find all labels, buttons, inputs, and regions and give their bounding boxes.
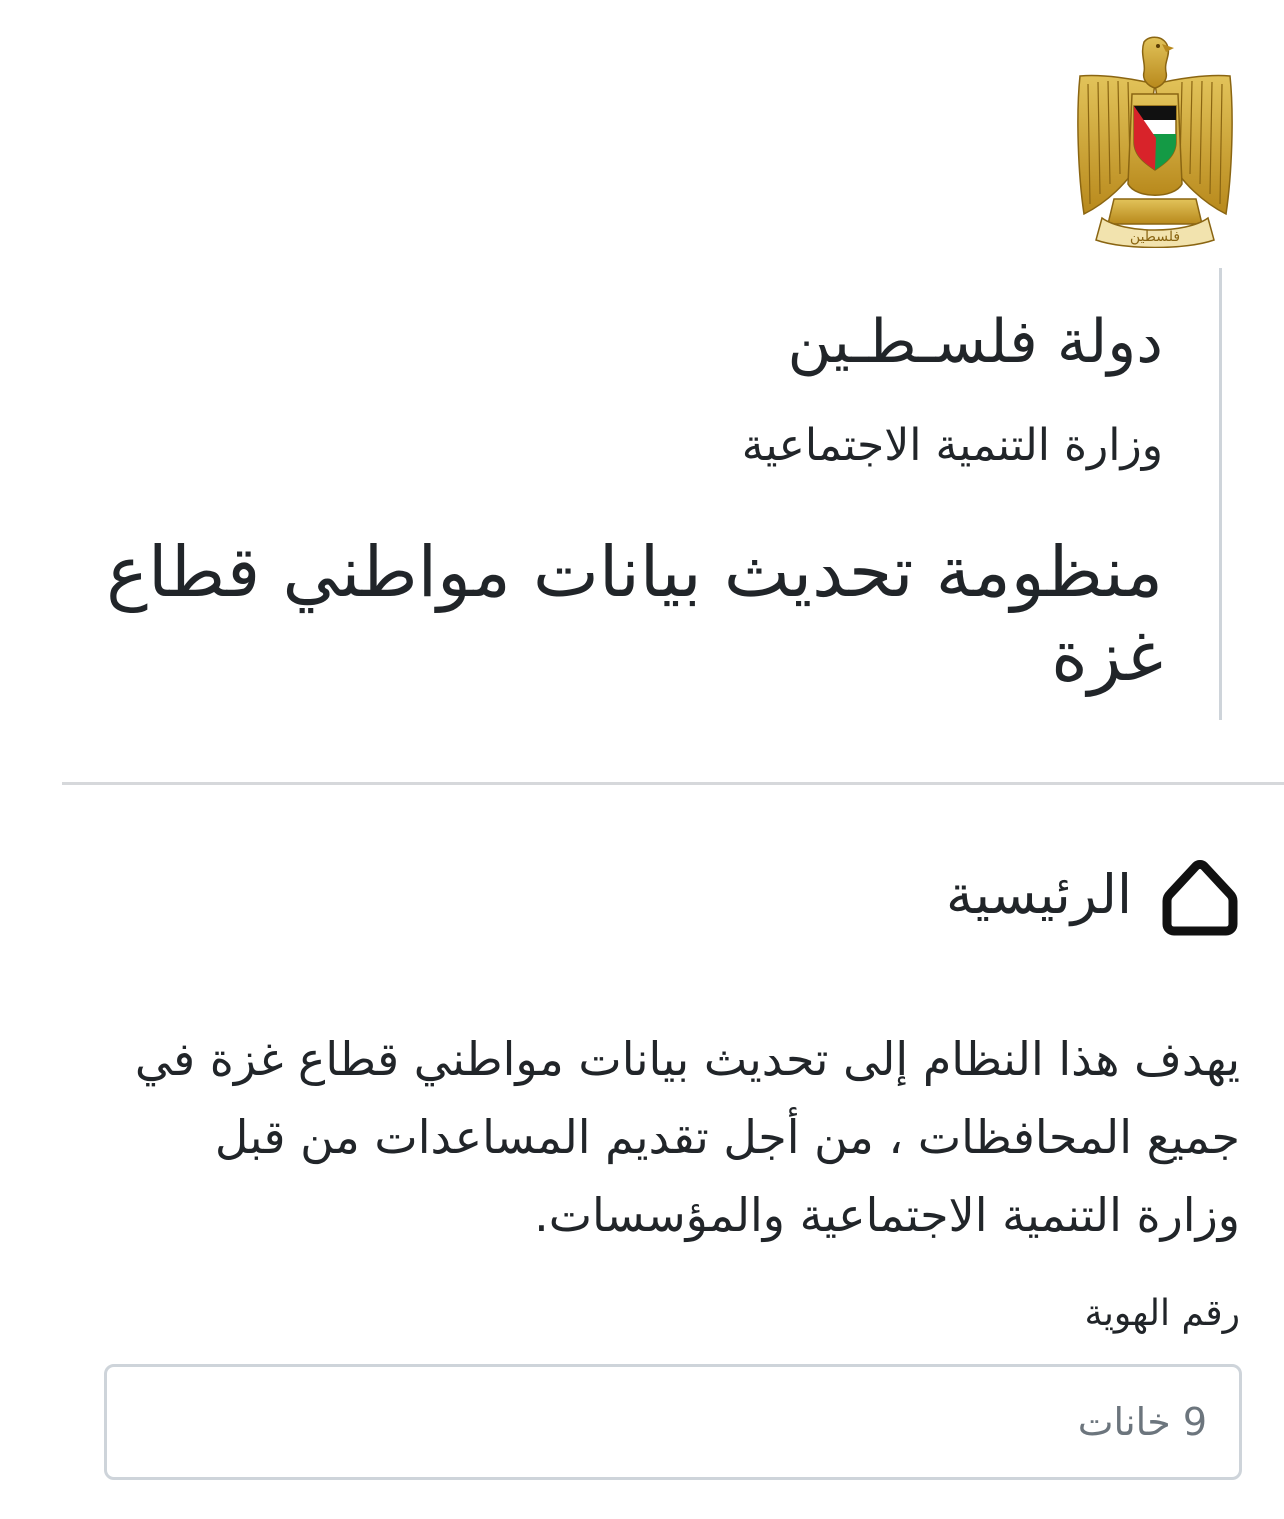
id-number-label: رقم الهوية [1084,1293,1240,1334]
emblem-scroll-text: فلسطين [1129,229,1181,245]
state-name: دولة فلسـطـين [787,307,1163,377]
home-icon [1160,854,1240,936]
home-link[interactable] [946,850,1240,940]
system-description: يهدف هذا النظام إلى تحديث بيانات مواطني قطاع غزة في جميع المحافظات ، من أجل تقديم المساعدات من قبل وزارة التنمية الاجتماعية والمؤسسات. [134,1032,1240,1242]
title-block [59,268,1222,720]
header-divider [62,782,1284,785]
home-label: الرئيسية [946,863,1132,926]
id-number-input[interactable] [104,1364,1242,1480]
system-title: منظومة تحديث بيانات مواطني قطاع غزة [106,531,1163,697]
palestine-eagle-emblem-icon [1074,34,1236,248]
ministry-name: وزارة التنمية الاجتماعية [741,420,1163,471]
